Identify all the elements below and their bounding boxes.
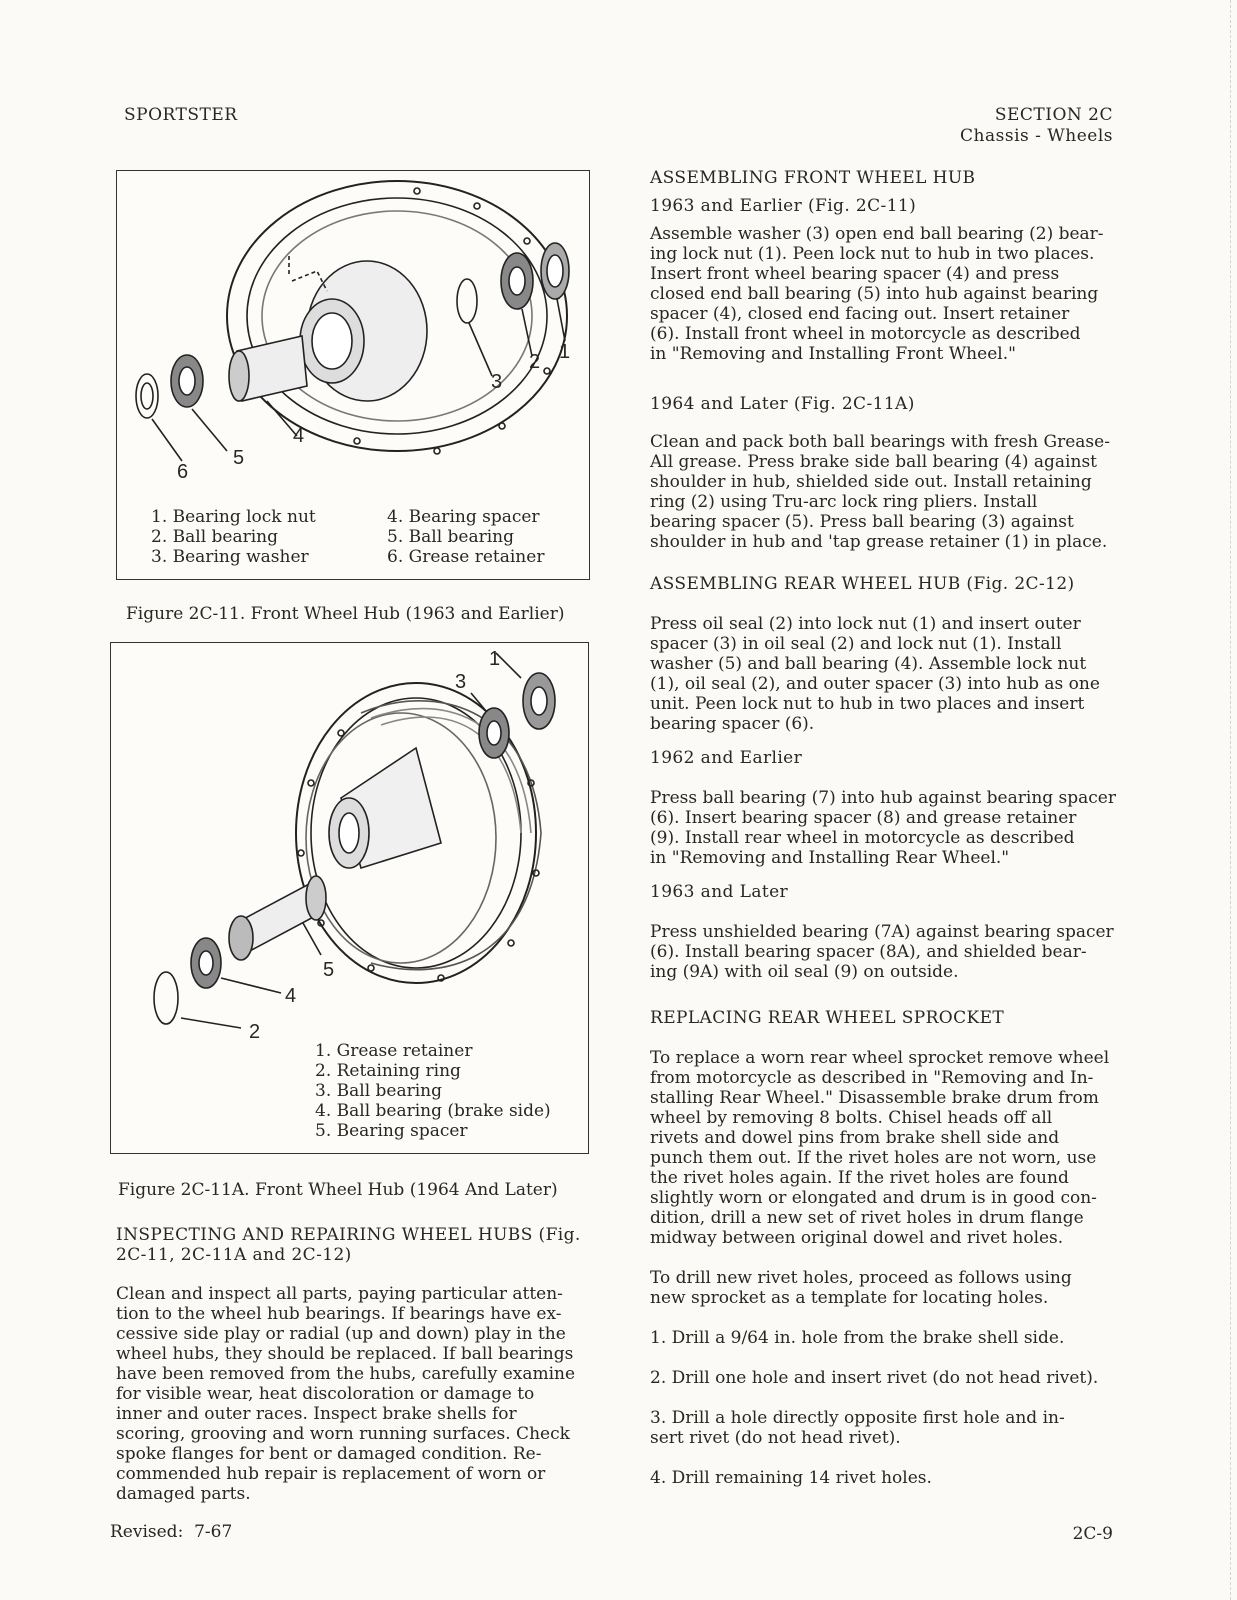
legend-item: 4. Ball bearing (brake side) bbox=[315, 1101, 551, 1121]
text-line: spacer (3) in oil seal (2) and lock nut (1). Install bbox=[650, 634, 1062, 654]
inspect-heading bbox=[116, 1225, 586, 1265]
page-number: 2C-9 bbox=[1072, 1524, 1113, 1544]
callout-1: 1 bbox=[559, 341, 571, 363]
header-left: SPORTSTER bbox=[124, 105, 238, 125]
text-line: (9). Install rear wheel in motorcycle as described bbox=[650, 828, 1075, 848]
text-line: commended hub repair is replacement of worn or bbox=[116, 1464, 546, 1484]
text-line: shoulder in hub, shielded side out. Install retaining bbox=[650, 472, 1092, 492]
legend-item: 2. Ball bearing bbox=[151, 527, 279, 547]
text-line: Press oil seal (2) into lock nut (1) and insert outer bbox=[650, 614, 1081, 634]
text-line: wheel by removing 8 bolts. Chisel heads off all bbox=[650, 1108, 1053, 1128]
text-line: To replace a worn rear wheel sprocket remove wheel bbox=[650, 1048, 1110, 1068]
section-heading-rear-hub: ASSEMBLING REAR WHEEL HUB (Fig. 2C-12) bbox=[650, 574, 1075, 594]
callout-4: 4 bbox=[285, 985, 297, 1007]
text-line: damaged parts. bbox=[116, 1484, 251, 1504]
text-line: inner and outer races. Inspect brake shells for bbox=[116, 1404, 517, 1424]
text-line: have been removed from the hubs, carefully examine bbox=[116, 1364, 576, 1384]
callout-3: 3 bbox=[455, 671, 467, 693]
legend-item: 5. Bearing spacer bbox=[315, 1121, 468, 1141]
legend bbox=[315, 1041, 551, 1141]
text-line: in "Removing and Installing Rear Wheel." bbox=[650, 848, 1010, 868]
text-line: ring (2) using Tru-arc lock ring pliers. Install bbox=[650, 492, 1038, 512]
text-line: shoulder in hub and 'tap grease retainer (1) in place. bbox=[650, 532, 1108, 552]
text-line: for visible wear, heat discoloration or damage to bbox=[116, 1384, 535, 1404]
callout-5: 5 bbox=[233, 447, 245, 469]
text-line: in "Removing and Installing Front Wheel." bbox=[650, 344, 1016, 364]
paragraph bbox=[650, 922, 1116, 982]
subheading: 1964 and Later (Fig. 2C-11A) bbox=[650, 394, 915, 414]
inspect-body bbox=[116, 1284, 586, 1504]
step-3-cont: sert rivet (do not head rivet). bbox=[650, 1428, 901, 1448]
text-line: cessive side play or radial (up and down) play in the bbox=[116, 1324, 566, 1344]
text-line: Insert front wheel bearing spacer (4) and press bbox=[650, 264, 1060, 284]
paragraph bbox=[650, 432, 1116, 552]
subheading: 1963 and Later bbox=[650, 882, 789, 902]
callout-4: 4 bbox=[293, 425, 305, 447]
text-line: Assemble washer (3) open end ball bearing (2) bear- bbox=[650, 224, 1104, 244]
heading-line: INSPECTING AND REPAIRING WHEEL HUBS (Fig. bbox=[116, 1225, 581, 1245]
legend-item: 3. Bearing washer bbox=[151, 547, 309, 567]
paragraph bbox=[650, 1048, 1116, 1248]
callout-1: 1 bbox=[489, 648, 501, 670]
subheading: 1962 and Earlier bbox=[650, 748, 803, 768]
section-heading-sprocket: REPLACING REAR WHEEL SPROCKET bbox=[650, 1008, 1005, 1028]
text-line: midway between original dowel and rivet holes. bbox=[650, 1228, 1064, 1248]
callout-6: 6 bbox=[177, 461, 189, 483]
paragraph bbox=[650, 788, 1116, 868]
text-line: (6). Install bearing spacer (8A), and shielded bear- bbox=[650, 942, 1087, 962]
legend-left bbox=[151, 507, 316, 567]
text-line: from motorcycle as described in "Removing and In- bbox=[650, 1068, 1094, 1088]
step-4: 4. Drill remaining 14 rivet holes. bbox=[650, 1468, 932, 1488]
text-line: washer (5) and ball bearing (4). Assemble lock nut bbox=[650, 654, 1087, 674]
callout-3: 3 bbox=[491, 371, 503, 393]
callout-2: 2 bbox=[249, 1021, 261, 1043]
text-line: unit. Peen lock nut to hub in two places and insert bbox=[650, 694, 1085, 714]
section-heading-front-hub: ASSEMBLING FRONT WHEEL HUB bbox=[650, 168, 976, 188]
text-line: spacer (4), closed end facing out. Insert retainer bbox=[650, 304, 1070, 324]
text-line: slightly worn or elongated and drum is in good con- bbox=[650, 1188, 1097, 1208]
page-edge bbox=[1229, 0, 1231, 1600]
text-line: Clean and inspect all parts, paying particular atten- bbox=[116, 1284, 563, 1304]
subheading: 1963 and Earlier (Fig. 2C-11) bbox=[650, 196, 917, 216]
front-hub-drawing-1963 bbox=[117, 171, 589, 501]
text-line: wheel hubs, they should be replaced. If ball bearings bbox=[116, 1344, 574, 1364]
text-line: punch them out. If the rivet holes are not worn, use bbox=[650, 1148, 1097, 1168]
text-line: Clean and pack both ball bearings with fresh Grease- bbox=[650, 432, 1110, 452]
legend-item: 3. Ball bearing bbox=[315, 1081, 443, 1101]
text-line: (1), oil seal (2), and outer spacer (3) into hub as one bbox=[650, 674, 1100, 694]
text-line: Press ball bearing (7) into hub against bearing spacer bbox=[650, 788, 1116, 808]
legend-item: 2. Retaining ring bbox=[315, 1061, 461, 1081]
legend-item: 1. Bearing lock nut bbox=[151, 507, 316, 527]
text-line: dition, drill a new set of rivet holes in drum flange bbox=[650, 1208, 1084, 1228]
header-subtitle: Chassis - Wheels bbox=[960, 126, 1113, 146]
legend-item: 4. Bearing spacer bbox=[387, 507, 540, 527]
text-line: (6). Install front wheel in motorcycle as described bbox=[650, 324, 1081, 344]
step-2: 2. Drill one hole and insert rivet (do not head rivet). bbox=[650, 1368, 1099, 1388]
text-line: All grease. Press brake side ball bearing (4) against bbox=[650, 452, 1097, 472]
text-line: ing lock nut (1). Peen lock nut to hub in two places. bbox=[650, 244, 1095, 264]
step-1: 1. Drill a 9/64 in. hole from the brake shell side. bbox=[650, 1328, 1065, 1348]
paragraph bbox=[650, 1268, 1116, 1308]
text-line: tion to the wheel hub bearings. If bearings have ex- bbox=[116, 1304, 562, 1324]
paragraph bbox=[650, 614, 1116, 734]
front-hub-drawing-1964 bbox=[111, 643, 588, 1043]
legend-item: 6. Grease retainer bbox=[387, 547, 545, 567]
figure-2c-11a bbox=[110, 642, 589, 1154]
text-line: rivets and dowel pins from brake shell side and bbox=[650, 1128, 1060, 1148]
text-line: (6). Insert bearing spacer (8) and grease retainer bbox=[650, 808, 1077, 828]
legend-item: 5. Ball bearing bbox=[387, 527, 515, 547]
text-line: ing (9A) with oil seal (9) on outside. bbox=[650, 962, 959, 982]
text-line: closed end ball bearing (5) into hub against bearing bbox=[650, 284, 1099, 304]
text-line: the rivet holes again. If the rivet holes are found bbox=[650, 1168, 1069, 1188]
text-line: Press unshielded bearing (7A) against bearing spacer bbox=[650, 922, 1114, 942]
paragraph bbox=[650, 224, 1116, 364]
legend-item: 1. Grease retainer bbox=[315, 1041, 473, 1061]
heading-line: 2C-11, 2C-11A and 2C-12) bbox=[116, 1245, 352, 1265]
text-line: spoke flanges for bent or damaged condition. Re- bbox=[116, 1444, 542, 1464]
text-line: bearing spacer (5). Press ball bearing (3) against bbox=[650, 512, 1074, 532]
text-line: To drill new rivet holes, proceed as follows using bbox=[650, 1268, 1072, 1288]
callout-5: 5 bbox=[323, 959, 335, 981]
callout-2: 2 bbox=[529, 351, 541, 373]
figure-caption-1: Figure 2C-11. Front Wheel Hub (1963 and Earlier) bbox=[126, 604, 565, 624]
legend-right bbox=[387, 507, 544, 567]
step-3: 3. Drill a hole directly opposite first hole and in- bbox=[650, 1408, 1065, 1428]
right-column bbox=[650, 168, 1116, 1488]
text-line: stalling Rear Wheel." Disassemble brake drum from bbox=[650, 1088, 1099, 1108]
figure-caption-2: Figure 2C-11A. Front Wheel Hub (1964 And Later) bbox=[118, 1180, 558, 1200]
header-section: SECTION 2C bbox=[994, 105, 1113, 125]
figure-2c-11 bbox=[116, 170, 590, 580]
text-line: new sprocket as a template for locating holes. bbox=[650, 1288, 1049, 1308]
footer-revised: Revised: 7-67 bbox=[110, 1522, 233, 1542]
text-line: scoring, grooving and worn running surfaces. Check bbox=[116, 1424, 570, 1444]
text-line: bearing spacer (6). bbox=[650, 714, 815, 734]
